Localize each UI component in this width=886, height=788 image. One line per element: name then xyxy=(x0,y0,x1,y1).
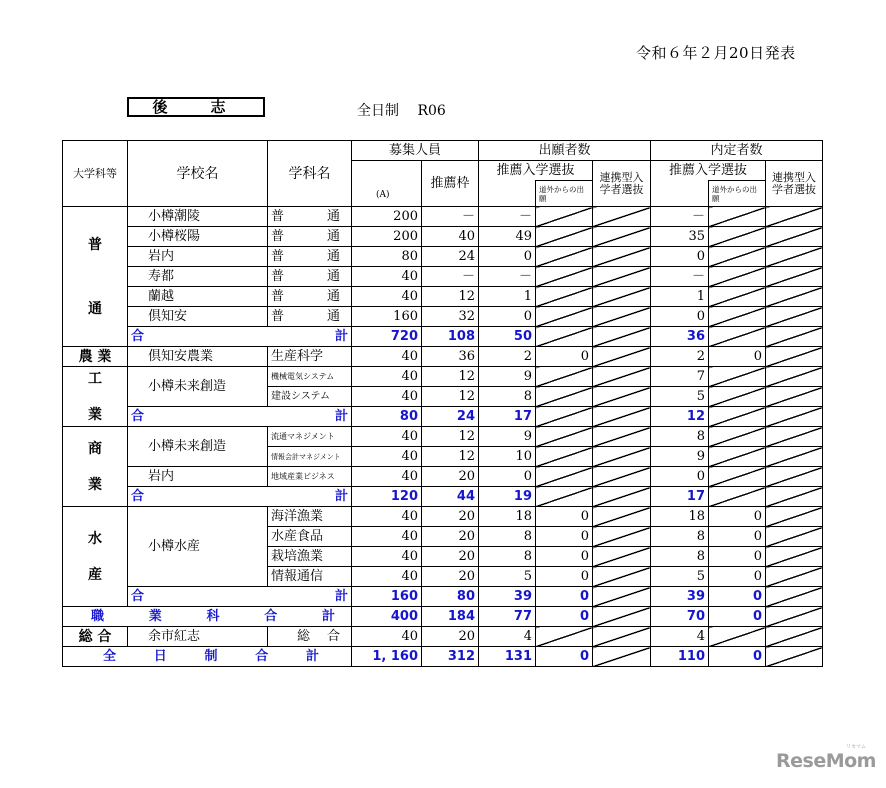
dogai-value: 0 xyxy=(536,347,593,367)
slash-cell xyxy=(709,387,766,407)
shutsu-value: 2 xyxy=(479,347,536,367)
waku-value: 12 xyxy=(422,427,479,447)
slash-cell xyxy=(766,607,823,627)
slash-cell xyxy=(536,387,593,407)
slash-cell xyxy=(593,407,651,427)
slash-cell xyxy=(536,327,593,347)
grand-total-label: 全 日 制 合 計 xyxy=(63,647,352,667)
naitei-value: 0 xyxy=(651,467,709,487)
school-name: 寿都 xyxy=(128,267,268,287)
slash-cell xyxy=(766,387,823,407)
shutsu-value: 10 xyxy=(479,447,536,467)
subtotal-waku: 108 xyxy=(422,327,479,347)
naitei-value: 35 xyxy=(651,227,709,247)
dogai-value: 0 xyxy=(536,547,593,567)
grand-waku: 312 xyxy=(422,647,479,667)
slash-cell xyxy=(766,507,823,527)
category-nogyo: 農 業 xyxy=(63,347,128,367)
naitei-value: 1 xyxy=(651,287,709,307)
slash-cell xyxy=(536,407,593,427)
boshu-value: 40 xyxy=(352,347,422,367)
table-row xyxy=(63,427,823,447)
subtotal-label: 合 計 xyxy=(128,327,352,347)
header-a: (A) xyxy=(352,161,422,207)
naitei-value: － xyxy=(651,207,709,227)
waku-value: 36 xyxy=(422,347,479,367)
grand-naitei: 110 xyxy=(651,647,709,667)
school-name: 岩内 xyxy=(128,467,268,487)
gakka: 総 合 xyxy=(268,627,352,647)
subtotal-naitei: 36 xyxy=(651,327,709,347)
subtotal-boshu: 120 xyxy=(352,487,422,507)
boshu-value: 40 xyxy=(352,267,422,287)
shutsu-value: 0 xyxy=(479,467,536,487)
gakka: 情報会計マネジメント xyxy=(268,447,352,467)
boshu-value: 40 xyxy=(352,547,422,567)
slash-cell xyxy=(766,307,823,327)
header-gakka: 学科名 xyxy=(268,141,352,207)
renkei-value: 0 xyxy=(709,347,766,367)
slash-cell xyxy=(593,467,651,487)
school-name: 小樽未来創造 xyxy=(128,427,268,467)
gakka: 建設システム xyxy=(268,387,352,407)
subtotal-shutsu: 17 xyxy=(479,407,536,427)
shutsu-value: 8 xyxy=(479,527,536,547)
slash-cell xyxy=(593,447,651,467)
subtotal-shutsu: 19 xyxy=(479,487,536,507)
category-futsu: 普 通 xyxy=(63,207,128,347)
slash-cell xyxy=(593,647,651,667)
naitei-value: 9 xyxy=(651,447,709,467)
gakka: 生産科学 xyxy=(268,347,352,367)
slash-cell xyxy=(766,327,823,347)
slash-cell xyxy=(709,447,766,467)
naitei-value: 5 xyxy=(651,567,709,587)
watermark-small: リセマム xyxy=(846,744,866,750)
subtotal-label: 合 計 xyxy=(128,587,352,607)
header-suisen-waku: 推薦枠 xyxy=(422,161,479,207)
waku-value: 12 xyxy=(422,387,479,407)
slash-cell xyxy=(766,527,823,547)
renkei-value: 0 xyxy=(709,507,766,527)
naitei-value: － xyxy=(651,267,709,287)
naitei-value: 0 xyxy=(651,247,709,267)
naitei-value: 7 xyxy=(651,367,709,387)
slash-cell xyxy=(766,467,823,487)
waku-value: － xyxy=(422,207,479,227)
gakka: 普 通 xyxy=(268,287,352,307)
table-row xyxy=(63,627,823,647)
slash-cell xyxy=(709,467,766,487)
vocational-total-row xyxy=(63,607,823,627)
slash-cell xyxy=(766,427,823,447)
shutsu-value: 9 xyxy=(479,367,536,387)
dogai-value: 0 xyxy=(536,527,593,547)
slash-cell xyxy=(593,507,651,527)
shutsu-value: 4 xyxy=(479,627,536,647)
announcement-date: 令和６年２月20日発表 xyxy=(636,44,796,62)
school-name: 倶知安 xyxy=(128,307,268,327)
naitei-value: 4 xyxy=(651,627,709,647)
waku-value: 20 xyxy=(422,627,479,647)
boshu-value: 40 xyxy=(352,367,422,387)
waku-value: 20 xyxy=(422,527,479,547)
slash-cell xyxy=(593,247,651,267)
subtotal-boshu: 720 xyxy=(352,327,422,347)
category-shogyo: 商 業 xyxy=(63,427,128,507)
waku-value: 32 xyxy=(422,307,479,327)
header-shutsugan: 出願者数 xyxy=(479,141,651,161)
shutsu-value: 0 xyxy=(479,247,536,267)
school-name: 岩内 xyxy=(128,247,268,267)
subtotal-waku: 24 xyxy=(422,407,479,427)
gakka: 流通マネジメント xyxy=(268,427,352,447)
shutsu-value: 0 xyxy=(479,307,536,327)
slash-cell xyxy=(766,347,823,367)
gakka: 普 通 xyxy=(268,307,352,327)
naitei-value: 8 xyxy=(651,427,709,447)
slash-cell xyxy=(709,327,766,347)
gakka: 普 通 xyxy=(268,207,352,227)
subtotal-naitei: 17 xyxy=(651,487,709,507)
slash-cell xyxy=(766,647,823,667)
shutsu-value: 1 xyxy=(479,287,536,307)
grand-dogai: 0 xyxy=(536,647,593,667)
boshu-value: 40 xyxy=(352,387,422,407)
slash-cell xyxy=(766,627,823,647)
slash-cell xyxy=(593,347,651,367)
shutsu-value: － xyxy=(479,207,536,227)
grand-boshu: 1, 160 xyxy=(352,647,422,667)
header-boshu: 募集人員 xyxy=(352,141,479,161)
waku-value: 40 xyxy=(422,227,479,247)
category-suisan: 水 産 xyxy=(63,507,128,607)
table-row xyxy=(63,267,823,287)
boshu-value: 40 xyxy=(352,527,422,547)
table-row xyxy=(63,227,823,247)
slash-cell xyxy=(536,207,593,227)
slash-cell xyxy=(709,227,766,247)
header-daigaku: 大学科等 xyxy=(63,141,128,207)
school-name: 余市紅志 xyxy=(128,627,268,647)
subtotal-label: 合 計 xyxy=(128,487,352,507)
slash-cell xyxy=(536,267,593,287)
naitei-value: 8 xyxy=(651,547,709,567)
slash-cell xyxy=(536,447,593,467)
waku-value: 20 xyxy=(422,507,479,527)
slash-cell xyxy=(766,407,823,427)
slash-cell xyxy=(536,627,593,647)
boshu-value: 200 xyxy=(352,227,422,247)
vocational-renkei: 0 xyxy=(709,607,766,627)
dogai-value: 0 xyxy=(536,507,593,527)
header-naitei-renkei: 連携型入学者選抜 xyxy=(766,161,823,207)
shutsu-value: 9 xyxy=(479,427,536,447)
slash-cell xyxy=(709,207,766,227)
gakka: 普 通 xyxy=(268,227,352,247)
slash-cell xyxy=(536,427,593,447)
slash-cell xyxy=(709,247,766,267)
slash-cell xyxy=(593,607,651,627)
renkei-value: 0 xyxy=(709,527,766,547)
slash-cell xyxy=(709,627,766,647)
category-sogo: 総 合 xyxy=(63,627,128,647)
table-row xyxy=(63,467,823,487)
slash-cell xyxy=(766,567,823,587)
slash-cell xyxy=(593,287,651,307)
slash-cell xyxy=(593,267,651,287)
gakka: 普 通 xyxy=(268,247,352,267)
boshu-value: 160 xyxy=(352,307,422,327)
slash-cell xyxy=(593,427,651,447)
boshu-value: 200 xyxy=(352,207,422,227)
school-name: 小樽未来創造 xyxy=(128,367,268,407)
subtotal-dogai: 0 xyxy=(536,587,593,607)
slash-cell xyxy=(709,307,766,327)
slash-cell xyxy=(709,287,766,307)
table-row xyxy=(63,247,823,267)
subtotal-row xyxy=(63,327,823,347)
region-title-box: 後 志 xyxy=(127,97,265,117)
boshu-value: 40 xyxy=(352,467,422,487)
slash-cell xyxy=(709,267,766,287)
header-dogai: 道外からの出願 xyxy=(536,181,593,207)
renkei-value: 0 xyxy=(709,547,766,567)
shutsu-value: 8 xyxy=(479,547,536,567)
gakka: 地域産業ビジネス xyxy=(268,467,352,487)
slash-cell xyxy=(536,367,593,387)
table-row xyxy=(63,347,823,367)
naitei-value: 0 xyxy=(651,307,709,327)
boshu-value: 40 xyxy=(352,567,422,587)
gakka: 水産食品 xyxy=(268,527,352,547)
subtotal-row xyxy=(63,407,823,427)
shutsu-value: 5 xyxy=(479,567,536,587)
subtotal-row xyxy=(63,587,823,607)
shutsu-value: 8 xyxy=(479,387,536,407)
vocational-naitei: 70 xyxy=(651,607,709,627)
slash-cell xyxy=(766,367,823,387)
slash-cell xyxy=(536,247,593,267)
slash-cell xyxy=(536,307,593,327)
subtotal-naitei: 39 xyxy=(651,587,709,607)
boshu-value: 40 xyxy=(352,627,422,647)
slash-cell xyxy=(536,487,593,507)
naitei-value: 18 xyxy=(651,507,709,527)
header-naitei-suisen-select: 推薦入学選抜 xyxy=(651,161,766,181)
slash-cell xyxy=(593,207,651,227)
grand-total-row xyxy=(63,647,823,667)
school-name: 小樽桜陽 xyxy=(128,227,268,247)
slash-cell xyxy=(709,407,766,427)
dogai-value: 0 xyxy=(536,567,593,587)
slash-cell xyxy=(593,567,651,587)
slash-cell xyxy=(593,527,651,547)
vocational-dogai: 0 xyxy=(536,607,593,627)
waku-value: － xyxy=(422,267,479,287)
watermark-logo: ReseMom xyxy=(776,750,876,772)
header-school: 学校名 xyxy=(128,141,268,207)
slash-cell xyxy=(766,207,823,227)
slash-cell xyxy=(766,587,823,607)
subtotal-row xyxy=(63,487,823,507)
naitei-value: 2 xyxy=(651,347,709,367)
subtotal-shutsu: 39 xyxy=(479,587,536,607)
naitei-value: 5 xyxy=(651,387,709,407)
slash-cell xyxy=(766,547,823,567)
header-naitei-dogai: 道外からの出願 xyxy=(709,181,766,207)
waku-value: 12 xyxy=(422,447,479,467)
admissions-table xyxy=(62,140,823,667)
table-row xyxy=(63,367,823,387)
slash-cell xyxy=(536,227,593,247)
table-row xyxy=(63,287,823,307)
school-name: 小樽潮陵 xyxy=(128,207,268,227)
waku-value: 20 xyxy=(422,567,479,587)
gakka: 海洋漁業 xyxy=(268,507,352,527)
school-name: 倶知安農業 xyxy=(128,347,268,367)
schedule-label: 全日制 R06 xyxy=(357,103,446,119)
slash-cell xyxy=(593,587,651,607)
boshu-value: 40 xyxy=(352,287,422,307)
slash-cell xyxy=(766,267,823,287)
table-row xyxy=(63,207,823,227)
table-row xyxy=(63,507,823,527)
slash-cell xyxy=(593,367,651,387)
subtotal-boshu: 80 xyxy=(352,407,422,427)
subtotal-waku: 80 xyxy=(422,587,479,607)
boshu-value: 40 xyxy=(352,447,422,467)
shutsu-value: 49 xyxy=(479,227,536,247)
subtotal-boshu: 160 xyxy=(352,587,422,607)
shutsu-value: 18 xyxy=(479,507,536,527)
waku-value: 24 xyxy=(422,247,479,267)
gakka: 情報通信 xyxy=(268,567,352,587)
vocational-shutsu: 77 xyxy=(479,607,536,627)
vocational-waku: 184 xyxy=(422,607,479,627)
slash-cell xyxy=(593,627,651,647)
slash-cell xyxy=(593,307,651,327)
school-name: 蘭越 xyxy=(128,287,268,307)
boshu-value: 40 xyxy=(352,427,422,447)
subtotal-naitei: 12 xyxy=(651,407,709,427)
header-suisen-select: 推薦入学選抜 xyxy=(479,161,593,181)
slash-cell xyxy=(593,487,651,507)
gakka: 栽培漁業 xyxy=(268,547,352,567)
vocational-total-label: 職 業 科 合 計 xyxy=(63,607,352,627)
gakka: 普 通 xyxy=(268,267,352,287)
subtotal-renkei: 0 xyxy=(709,587,766,607)
school-name: 小樽水産 xyxy=(128,507,268,587)
waku-value: 12 xyxy=(422,287,479,307)
slash-cell xyxy=(709,367,766,387)
grand-shutsu: 131 xyxy=(479,647,536,667)
shutsu-value: － xyxy=(479,267,536,287)
vocational-boshu: 400 xyxy=(352,607,422,627)
slash-cell xyxy=(536,287,593,307)
boshu-value: 80 xyxy=(352,247,422,267)
boshu-value: 40 xyxy=(352,507,422,527)
slash-cell xyxy=(766,447,823,467)
waku-value: 12 xyxy=(422,367,479,387)
slash-cell xyxy=(766,247,823,267)
grand-renkei: 0 xyxy=(709,647,766,667)
subtotal-shutsu: 50 xyxy=(479,327,536,347)
slash-cell xyxy=(766,227,823,247)
header-row-1 xyxy=(63,141,823,161)
waku-value: 20 xyxy=(422,467,479,487)
slash-cell xyxy=(593,387,651,407)
subtotal-waku: 44 xyxy=(422,487,479,507)
slash-cell xyxy=(593,547,651,567)
subtotal-label: 合 計 xyxy=(128,407,352,427)
slash-cell xyxy=(593,327,651,347)
renkei-value: 0 xyxy=(709,567,766,587)
table-row xyxy=(63,307,823,327)
category-kogyo: 工 業 xyxy=(63,367,128,427)
waku-value: 20 xyxy=(422,547,479,567)
slash-cell xyxy=(766,287,823,307)
header-renkei: 連携型入学者選抜 xyxy=(593,161,651,207)
naitei-value: 8 xyxy=(651,527,709,547)
slash-cell xyxy=(536,467,593,487)
header-naitei: 内定者数 xyxy=(651,141,823,161)
slash-cell xyxy=(709,427,766,447)
slash-cell xyxy=(766,487,823,507)
slash-cell xyxy=(709,487,766,507)
gakka: 機械電気システム xyxy=(268,367,352,387)
slash-cell xyxy=(593,227,651,247)
